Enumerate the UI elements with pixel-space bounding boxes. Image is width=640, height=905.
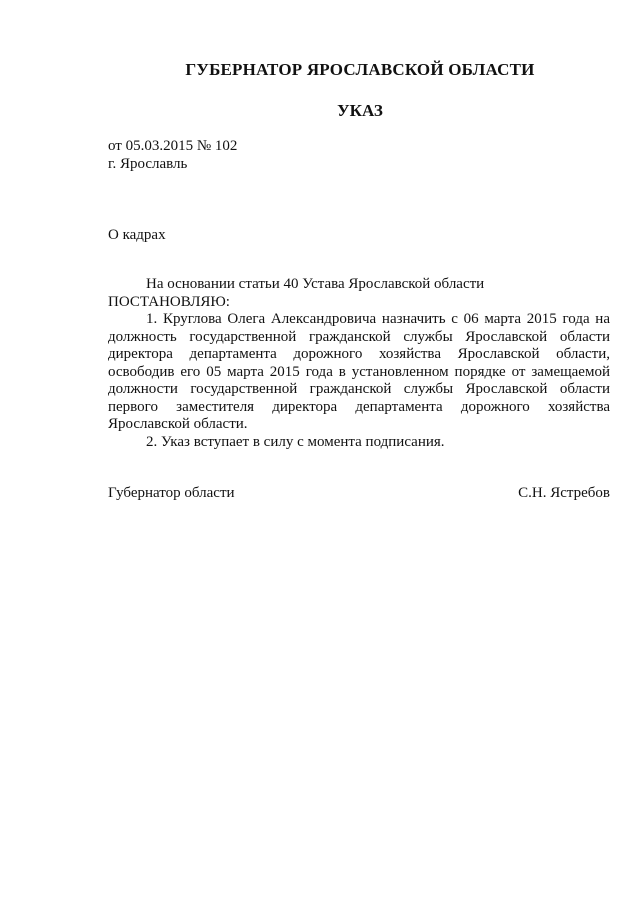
basis-paragraph: На основании статьи 40 Устава Ярославской области xyxy=(146,276,485,292)
item-1-paragraph: 1. Круглова Олега Александровича назначить с 06 марта 2015 года на должность государственной гражданской службы Ярославской области директора департамента дорожного хозяйства Ярославской области, освободив его 05 марта 2015 года в установленном порядке от замещаемой должности государственной гражданской службы Ярославской области первого заместителя директора департамента дорожного хозяйства Ярославской области. xyxy=(108,311,610,432)
signatory-name: С.Н. Ястребов xyxy=(518,485,610,501)
city: г. Ярославль xyxy=(108,156,188,172)
document-type: УКАЗ xyxy=(337,101,383,120)
document-subject: О кадрах xyxy=(108,227,166,243)
signature-block xyxy=(108,484,610,502)
date-number: от 05.03.2015 № 102 xyxy=(108,138,238,154)
document-meta xyxy=(108,137,237,173)
document-body xyxy=(108,276,610,451)
decree-word: ПОСТАНОВЛЯЮ: xyxy=(108,293,230,310)
issuing-authority: ГУБЕРНАТОР ЯРОСЛАВСКОЙ ОБЛАСТИ xyxy=(185,60,535,79)
signatory-position: Губернатор области xyxy=(108,485,235,501)
item-2-paragraph: 2. Указ вступает в силу с момента подписания. xyxy=(146,433,445,450)
